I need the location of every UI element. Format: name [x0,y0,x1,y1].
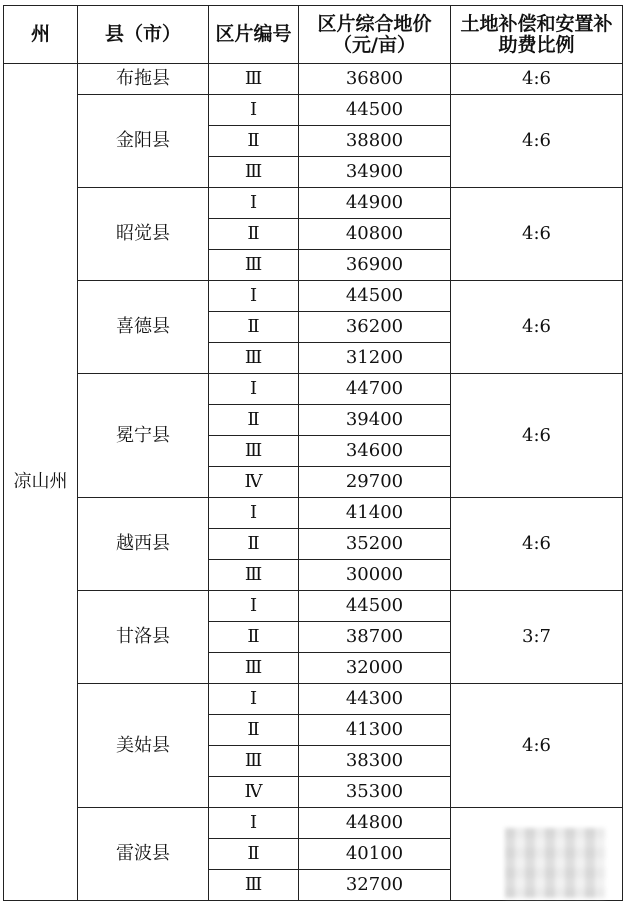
table-row [4,95,623,126]
price-cell: 44500 [299,95,451,126]
zone-number-cell: Ⅲ [209,157,299,188]
county-name-cell: 昭觉县 [78,188,209,281]
zone-number-cell: Ⅰ [209,374,299,405]
price-cell: 36800 [299,64,451,95]
zone-number-cell: Ⅰ [209,684,299,715]
ratio-cell: 4:6 [451,95,623,188]
table-body [4,64,623,901]
zone-number-cell: Ⅰ [209,95,299,126]
price-cell: 39400 [299,405,451,436]
price-cell: 32000 [299,653,451,684]
price-cell: 38800 [299,126,451,157]
zone-number-cell: Ⅲ [209,343,299,374]
price-cell: 30000 [299,560,451,591]
blurred-watermark [505,828,605,898]
zone-number-cell: Ⅱ [209,839,299,870]
price-cell: 40100 [299,839,451,870]
table-row [4,281,623,312]
zone-number-cell: Ⅱ [209,126,299,157]
ratio-cell: 3:7 [451,591,623,684]
table-row [4,64,623,95]
zone-number-cell: Ⅱ [209,312,299,343]
price-cell: 44800 [299,808,451,839]
price-cell: 36200 [299,312,451,343]
county-name-cell: 雷波县 [78,808,209,901]
zone-number-cell: Ⅱ [209,405,299,436]
price-cell: 40800 [299,219,451,250]
header-ratio [451,6,623,64]
zone-number-cell: Ⅰ [209,281,299,312]
table-row [4,591,623,622]
zone-number-cell: Ⅲ [209,64,299,95]
county-name-cell: 金阳县 [78,95,209,188]
table-row [4,188,623,219]
ratio-cell: 4:6 [451,498,623,591]
zone-number-cell: Ⅲ [209,746,299,777]
zone-number-cell: Ⅲ [209,560,299,591]
price-cell: 41400 [299,498,451,529]
price-cell: 34900 [299,157,451,188]
header-prefecture: 州 [4,6,78,64]
price-cell: 36900 [299,250,451,281]
header-price [299,6,451,64]
ratio-cell: 4:6 [451,374,623,498]
header-county: 县（市） [78,6,209,64]
table-row [4,374,623,405]
zone-number-cell: Ⅲ [209,870,299,901]
land-price-table [3,5,623,901]
county-name-cell: 越西县 [78,498,209,591]
table-row [4,498,623,529]
price-cell: 38300 [299,746,451,777]
zone-number-cell: Ⅱ [209,529,299,560]
header-price-unit: （元/亩） [333,33,416,56]
price-cell: 44500 [299,591,451,622]
zone-number-cell: Ⅱ [209,219,299,250]
ratio-cell: 4:6 [451,684,623,808]
zone-number-cell: Ⅰ [209,591,299,622]
zone-number-cell: Ⅰ [209,808,299,839]
zone-number-cell: Ⅲ [209,436,299,467]
ratio-cell: 4:6 [451,281,623,374]
header-zone-number: 区片编号 [209,6,299,64]
county-name-cell: 美姑县 [78,684,209,808]
price-cell: 29700 [299,467,451,498]
price-cell: 35200 [299,529,451,560]
zone-number-cell: Ⅲ [209,250,299,281]
header-ratio-line2: 助费比例 [498,33,575,56]
zone-number-cell: Ⅳ [209,467,299,498]
county-name-cell: 冕宁县 [78,374,209,498]
price-cell: 31200 [299,343,451,374]
ratio-cell: 4:6 [451,188,623,281]
price-cell: 38700 [299,622,451,653]
zone-number-cell: Ⅰ [209,498,299,529]
price-cell: 44700 [299,374,451,405]
zone-number-cell: Ⅳ [209,777,299,808]
zone-number-cell: Ⅱ [209,622,299,653]
header-ratio-line1: 土地补偿和安置补 [460,12,613,35]
price-cell: 32700 [299,870,451,901]
price-cell: 44900 [299,188,451,219]
table-row [4,684,623,715]
price-cell: 44300 [299,684,451,715]
price-cell: 35300 [299,777,451,808]
ratio-cell: 4:6 [451,64,623,95]
county-name-cell: 布拖县 [78,64,209,95]
zone-number-cell: Ⅰ [209,188,299,219]
zone-number-cell: Ⅲ [209,653,299,684]
zone-number-cell: Ⅱ [209,715,299,746]
price-cell: 44500 [299,281,451,312]
county-name-cell: 甘洛县 [78,591,209,684]
header-row [4,6,623,64]
prefecture-cell: 凉山州 [4,64,78,901]
price-cell: 41300 [299,715,451,746]
county-name-cell: 喜德县 [78,281,209,374]
price-cell: 34600 [299,436,451,467]
header-price-line1: 区片综合地价 [317,12,432,35]
